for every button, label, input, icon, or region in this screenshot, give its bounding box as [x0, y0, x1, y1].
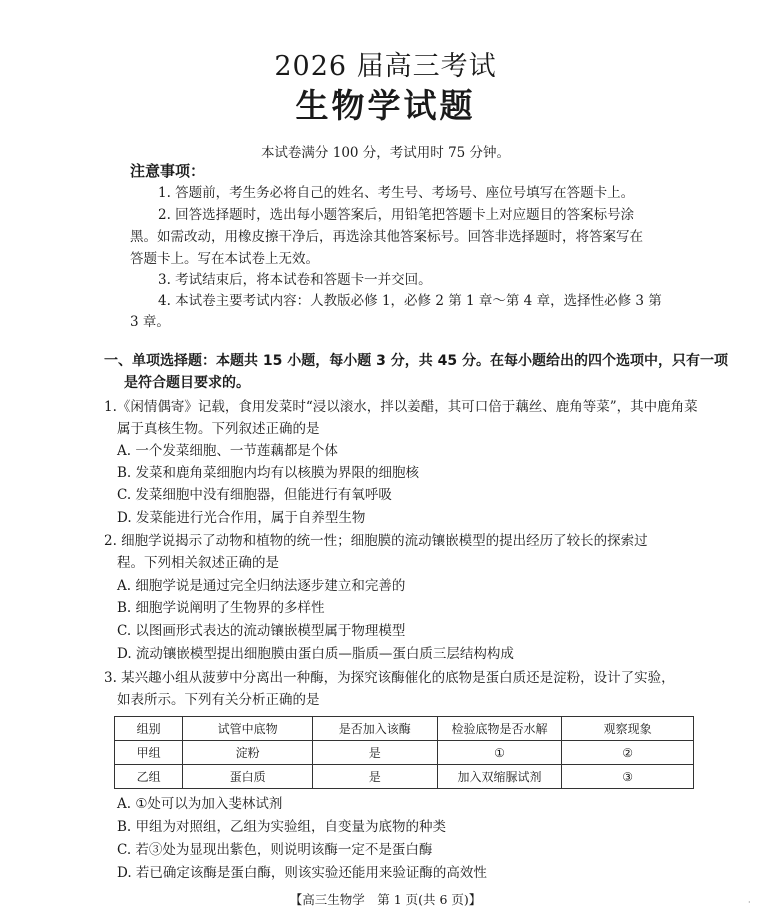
notice-line: 1. 答题前，考生务必将自己的姓名、考生号、考场号、座位号填写在答题卡上。	[158, 185, 635, 201]
q3-option-b: B. 甲组为对照组，乙组为实验组，自变量为底物的种类	[117, 819, 447, 835]
table-header-cell: 试管中底物	[183, 717, 313, 741]
q3-option-d: D. 若已确定该酶是蛋白酶，则该实验还能用来验证酶的高效性	[117, 865, 487, 881]
question-2-stem: 2. 细胞学说揭示了动物和植物的统一性；细胞膜的流动镶嵌模型的提出经历了较长的探索过	[104, 533, 648, 549]
q2-option-d: D. 流动镶嵌模型提出细胞膜由蛋白质—脂质—蛋白质三层结构构成	[117, 646, 514, 662]
question-1-stem: 1.《闲情偶寄》记载，食用发菜时“浸以滚水，拌以姜醋，其可口倍于藕丝、鹿角等菜”，其中鹿角菜	[104, 399, 698, 415]
table-header-cell: 是否加入该酶	[312, 717, 437, 741]
table-header-row	[115, 717, 694, 741]
table-cell: 加入双缩脲试剂	[437, 765, 562, 789]
notice-line: 黑。如需改动，用橡皮擦干净后，再选涂其他答案标号。回答非选择题时，将答案写在	[130, 229, 643, 245]
q1-option-b: B. 发菜和鹿角菜细胞内均有以核膜为界限的细胞核	[117, 465, 420, 481]
q1-option-c: C. 发菜细胞中没有细胞器，但能进行有氧呼吸	[117, 487, 392, 503]
q1-option-a: A. 一个发菜细胞、一节莲藕都是个体	[117, 443, 338, 459]
q2-option-c: C. 以图画形式表达的流动镶嵌模型属于物理模型	[117, 623, 406, 639]
question-3-stem: 如表所示。下列有关分析正确的是	[117, 692, 320, 708]
notice-line: 答题卡上。写在本试卷上无效。	[130, 251, 319, 267]
notice-line: 3. 考试结束后，将本试卷和答题卡一并交回。	[158, 272, 432, 288]
table-cell: 乙组	[115, 765, 183, 789]
section-heading: 是符合题目要求的。	[124, 375, 250, 391]
q1-option-d: D. 发菜能进行光合作用，属于自养型生物	[117, 510, 366, 526]
table-cell: 是	[312, 765, 437, 789]
corner-mark: ·	[748, 898, 751, 907]
table-row	[115, 765, 694, 789]
section-heading: 一、单项选择题：本题共 15 小题，每小题 3 分，共 45 分。在每小题给出的四个选项中，只有一项	[104, 353, 728, 369]
table-cell: 甲组	[115, 741, 183, 765]
table-cell: 淀粉	[183, 741, 313, 765]
question-3-stem: 3. 某兴趣小组从菠萝中分离出一种酶，为探究该酶催化的底物是蛋白质还是淀粉，设计了实验，	[104, 670, 675, 686]
notice-line: 2. 回答选择题时，选出每小题答案后，用铅笔把答题卡上对应题目的答案标号涂	[158, 207, 635, 223]
table-header-cell: 观察现象	[562, 717, 694, 741]
table-cell: 蛋白质	[183, 765, 313, 789]
table-header-cell: 检验底物是否水解	[437, 717, 562, 741]
q3-option-c: C. 若③处为显现出紫色，则说明该酶一定不是蛋白酶	[117, 842, 433, 858]
notice-line: 4. 本试卷主要考试内容：人教版必修 1，必修 2 第 1 章～第 4 章，选择性必修 3 第	[158, 293, 662, 309]
experiment-table	[114, 716, 694, 789]
q2-option-b: B. 细胞学说阐明了生物界的多样性	[117, 600, 325, 616]
notice-heading: 注意事项：	[130, 162, 206, 180]
question-2-stem: 程。下列相关叙述正确的是	[117, 555, 279, 571]
exam-info: 本试卷满分 100 分，考试用时 75 分钟。	[260, 145, 511, 161]
q3-option-a: A. ①处可以为加入斐林试剂	[117, 796, 283, 812]
notice-line: 3 章。	[130, 314, 170, 330]
table-cell: ③	[562, 765, 694, 789]
question-1-stem: 属于真核生物。下列叙述正确的是	[117, 421, 320, 437]
page-footer: 【高三生物学 第 1 页(共 6 页)】	[289, 892, 482, 907]
table-cell: ②	[562, 741, 694, 765]
table-cell: 是	[312, 741, 437, 765]
table-cell: ①	[437, 741, 562, 765]
subject-title: 生物学试题	[295, 86, 476, 125]
table-row	[115, 741, 694, 765]
table-header-cell: 组别	[115, 717, 183, 741]
exam-title: 2026 届高三考试	[274, 51, 497, 82]
q2-option-a: A. 细胞学说是通过完全归纳法逐步建立和完善的	[117, 578, 406, 594]
